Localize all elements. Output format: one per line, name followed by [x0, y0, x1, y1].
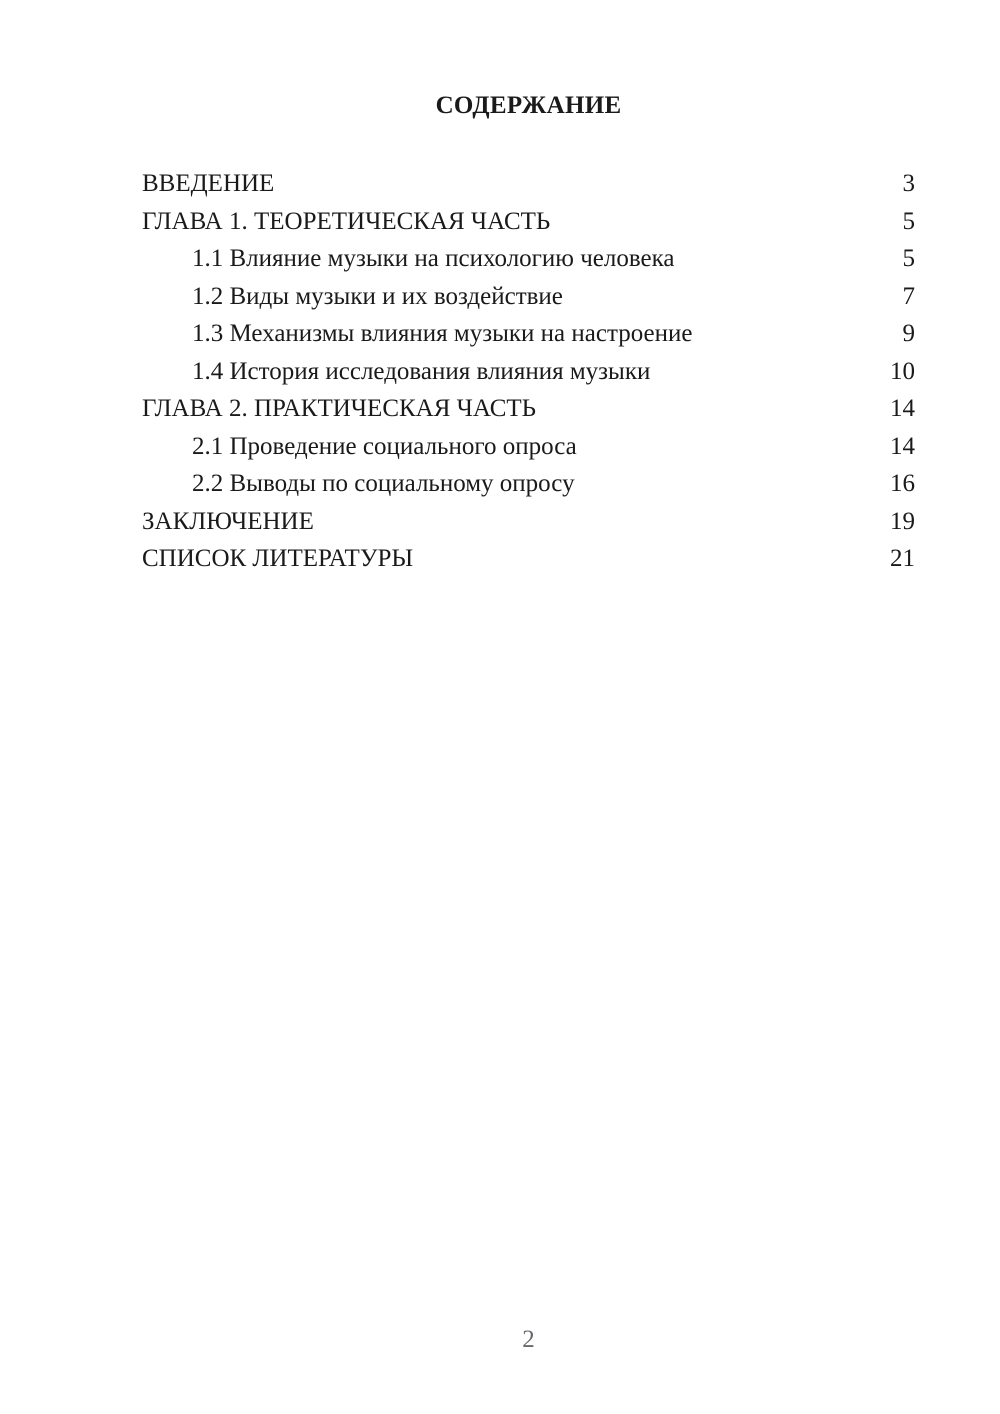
toc-entry-label: ЗАКЛЮЧЕНИЕ: [142, 507, 314, 535]
page-title: СОДЕРЖАНИЕ: [435, 92, 622, 119]
toc-entry-page: 16: [890, 470, 915, 497]
toc-entry-page: 9: [902, 320, 915, 347]
toc-entry: [142, 315, 915, 353]
toc-entry-page: 5: [902, 245, 915, 272]
toc-entry-label: 1.2 Виды музыки и их воздействие: [192, 282, 563, 310]
toc-entry-label: 1.1 Влияние музыки на психологию человека: [192, 245, 675, 272]
toc-entry-page: 3: [902, 170, 915, 197]
toc-entry-label: ГЛАВА 2. ПРАКТИЧЕСКАЯ ЧАСТЬ: [142, 395, 537, 422]
toc-entry: [142, 203, 915, 241]
toc-entry: [142, 278, 915, 316]
toc-entry-label: ГЛАВА 1. ТЕОРЕТИЧЕСКАЯ ЧАСТЬ: [142, 207, 551, 235]
toc-entry-page: 14: [890, 432, 915, 460]
toc-entry-label: 1.3 Механизмы влияния музыки на настроение: [192, 320, 693, 347]
table-of-contents: [142, 165, 915, 578]
toc-entry: [142, 165, 915, 203]
toc-entry-label: 1.4 История исследования влияния музыки: [192, 357, 651, 385]
toc-entry-page: 19: [890, 507, 915, 535]
toc-entry-label: СПИСОК ЛИТЕРАТУРЫ: [142, 545, 414, 572]
footer-page-number: 2: [522, 1326, 535, 1353]
toc-entry: [142, 540, 915, 578]
toc-entry: [142, 465, 915, 503]
toc-entry-label: ВВЕДЕНИЕ: [142, 170, 275, 197]
toc-entry-label: 2.2 Выводы по социальному опросу: [192, 470, 575, 497]
toc-entry: [142, 503, 915, 541]
toc-entry: [142, 240, 915, 278]
toc-entry-page: 10: [890, 357, 915, 385]
toc-entry: [142, 390, 915, 428]
toc-entry-page: 5: [902, 207, 915, 235]
toc-entry-page: 14: [890, 395, 915, 422]
toc-entry-page: 21: [890, 545, 915, 572]
toc-entry-label: 2.1 Проведение социального опроса: [192, 432, 577, 460]
toc-entry: [142, 428, 915, 466]
toc-entry: [142, 353, 915, 391]
toc-entry-page: 7: [902, 282, 915, 310]
